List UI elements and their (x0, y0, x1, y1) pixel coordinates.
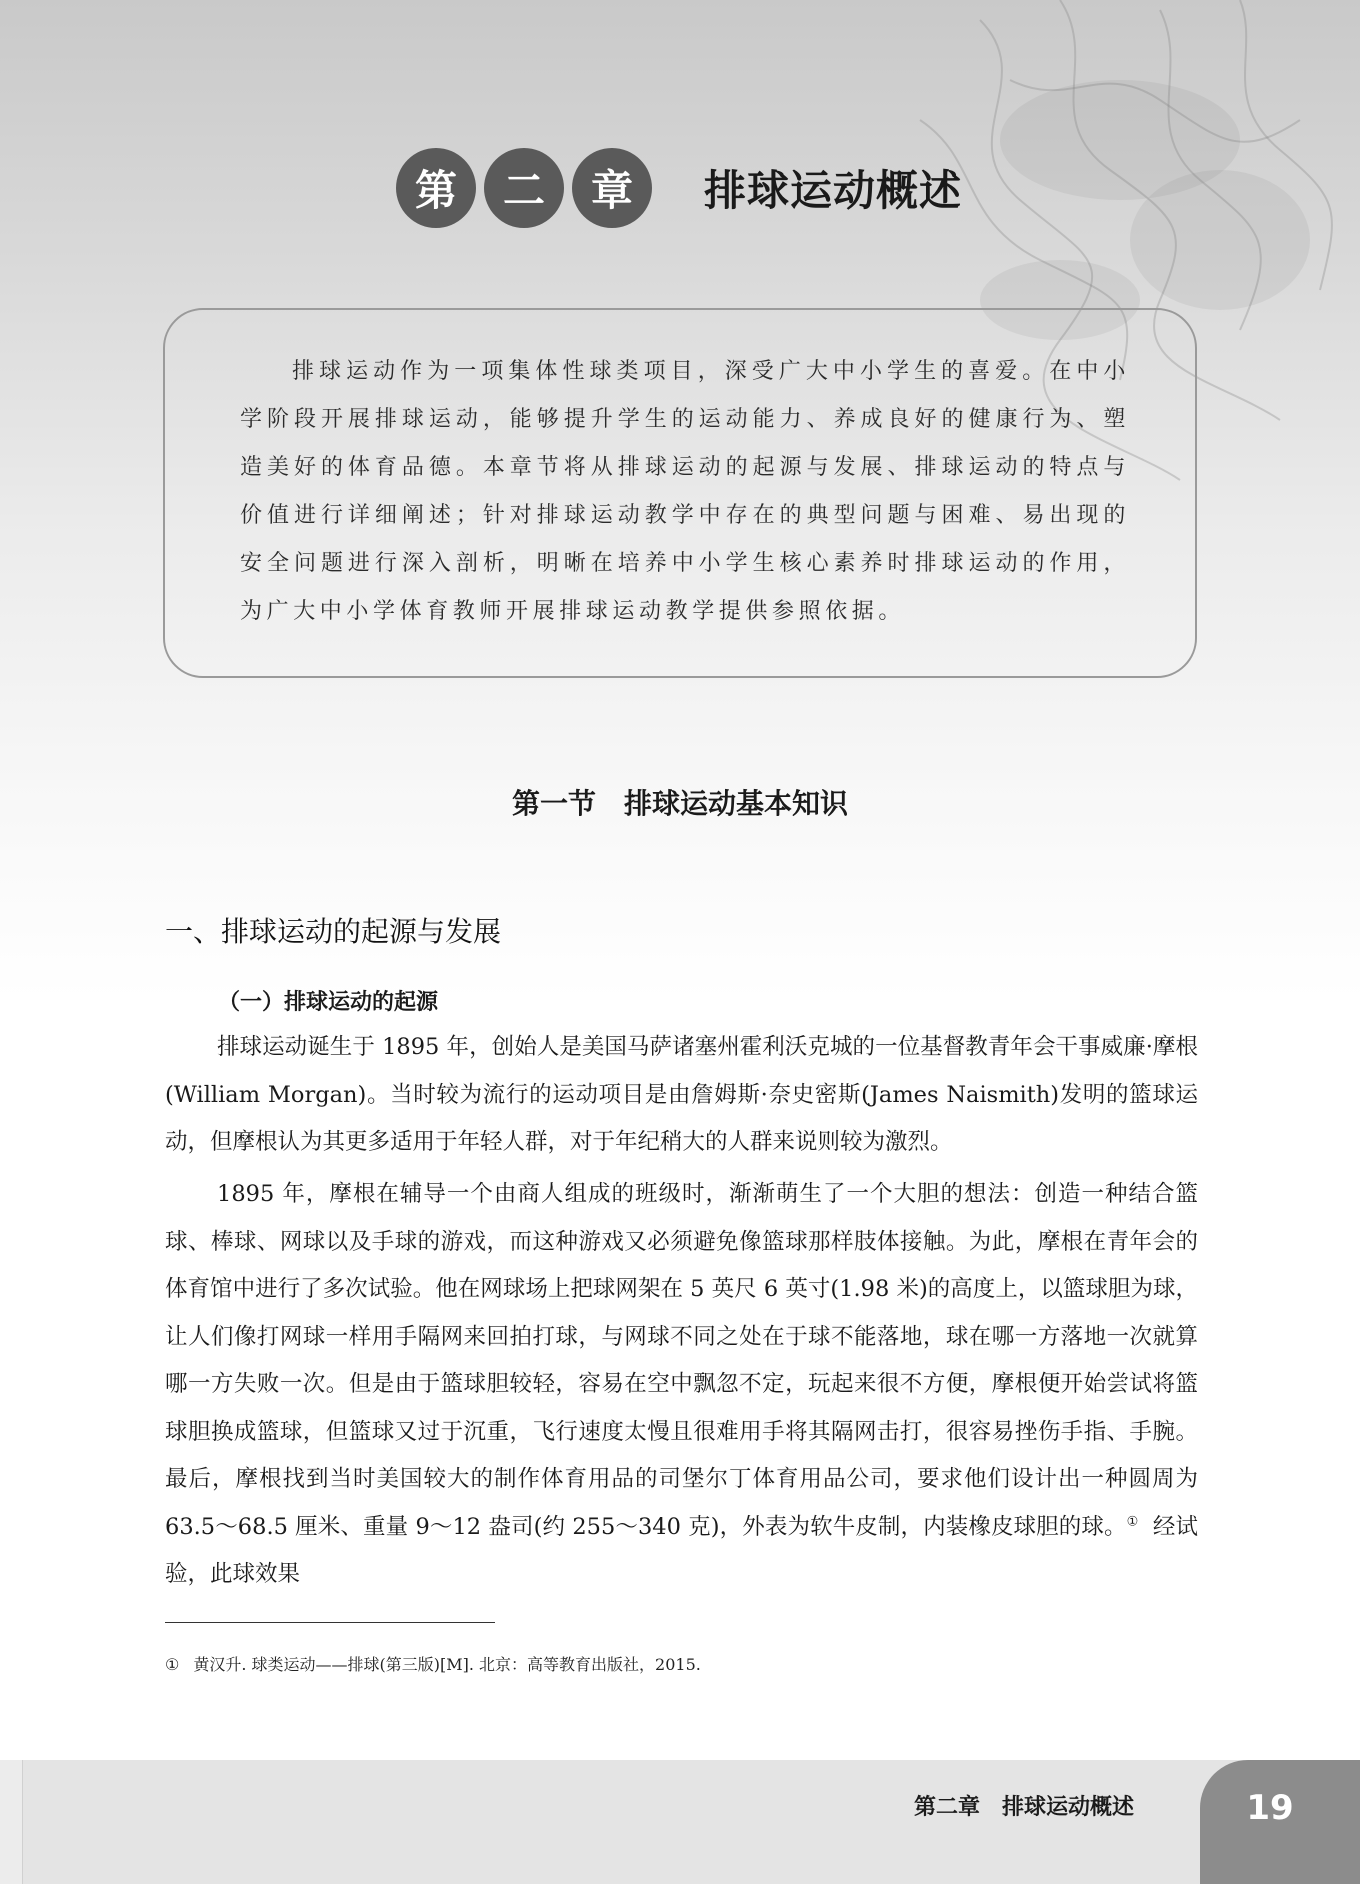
paragraph-text-tail: 经试验，此球效果 (165, 1513, 1198, 1587)
chapter-name: 排球运动概述 (704, 166, 963, 215)
intro-text: 排球运动作为一项集体性球类项目，深受广大中小学生的喜爱。在中小学阶段开展排球运动，能够提升学生的运动能力、养成良好的健康行为、塑造美好的体育品德。本章节将从排球运动的起源与发展、排球运动的特点与价值进行详细阐述；针对排球运动教学中存在的典型问题与困难、易出现的安全问题进行深入剖析，明晰在培养中小学生核心素养时排球运动的作用，为广大中小学体育教师开展排球运动教学提供参照依据。 (240, 359, 1130, 624)
footer-chapter-label: 第二章 排球运动概述 (913, 1795, 1134, 1820)
footer-band (0, 1760, 1360, 1884)
paragraph-text: 排球运动诞生于 1895 年，创始人是美国马萨诸塞州霍利沃克城的一位基督教青年会干事威廉·摩根(William Morgan)。当时较为流行的运动项目是由詹姆斯·奈史密斯(James Naismith)发明的篮球运动，但摩根认为其更多适用于年轻人群，对于年纪稍大的人群来说则较为激烈。 (165, 1034, 1198, 1155)
chapter-title (396, 148, 962, 228)
body-paragraph (165, 1171, 1198, 1599)
chapter-char-circle: 第 (396, 148, 476, 228)
body-paragraph (165, 1024, 1198, 1167)
paragraph-text (165, 1171, 1198, 1599)
footnote (165, 1652, 701, 1675)
chapter-char-circle: 二 (484, 148, 564, 228)
chapter-char-circle: 章 (572, 148, 652, 228)
paragraph-text-main: 1895 年，摩根在辅导一个由商人组成的班级时，渐渐萌生了一个大胆的想法：创造一种结合篮球、棒球、网球以及手球的游戏，而这种游戏又必须避免像篮球那样肢体接触。为此，摩根在青年会的体育馆中进行了多次试验。他在网球场上把球网架在 5 英尺 6 英寸(1.98 米)的高度上，以篮球胆为球，让人们像打网球一样用手隔网来回拍打球，与网球不同之处在于球不能落地，球在哪一方落地一次就算哪一方失败一次。但是由于篮球胆较轻，容易在空中飘忽不定，玩起来很不方便，摩根便开始尝试将篮球胆换成篮球，但篮球又过于沉重，飞行速度太慢且很难用手将其隔网击打，很容易挫伤手指、手腕。最后，摩根找到当时美国较大的制作体育用品的司堡尔丁体育用品公司，要求他们设计出一种圆周为 63.5～68.5 厘米、重量 9～12 盎司(约 255～340 克)，外表为软牛皮制，内装橡皮球胆的球。 (165, 1181, 1198, 1540)
heading-level-1: 一、排球运动的起源与发展 (165, 915, 502, 948)
page-number: 19 (1246, 1788, 1294, 1828)
footnote-reference[interactable]: ① (1126, 1514, 1139, 1529)
footer-edge (0, 1760, 23, 1884)
heading-level-2: （一）排球运动的起源 (218, 989, 439, 1015)
section-title: 第一节 排球运动基本知识 (511, 787, 848, 820)
footnote-mark: ① (165, 1655, 180, 1674)
footnote-text: 黄汉升. 球类运动——排球(第三版)[M]. 北京：高等教育出版社，2015. (193, 1655, 701, 1674)
footnote-divider (165, 1622, 495, 1623)
